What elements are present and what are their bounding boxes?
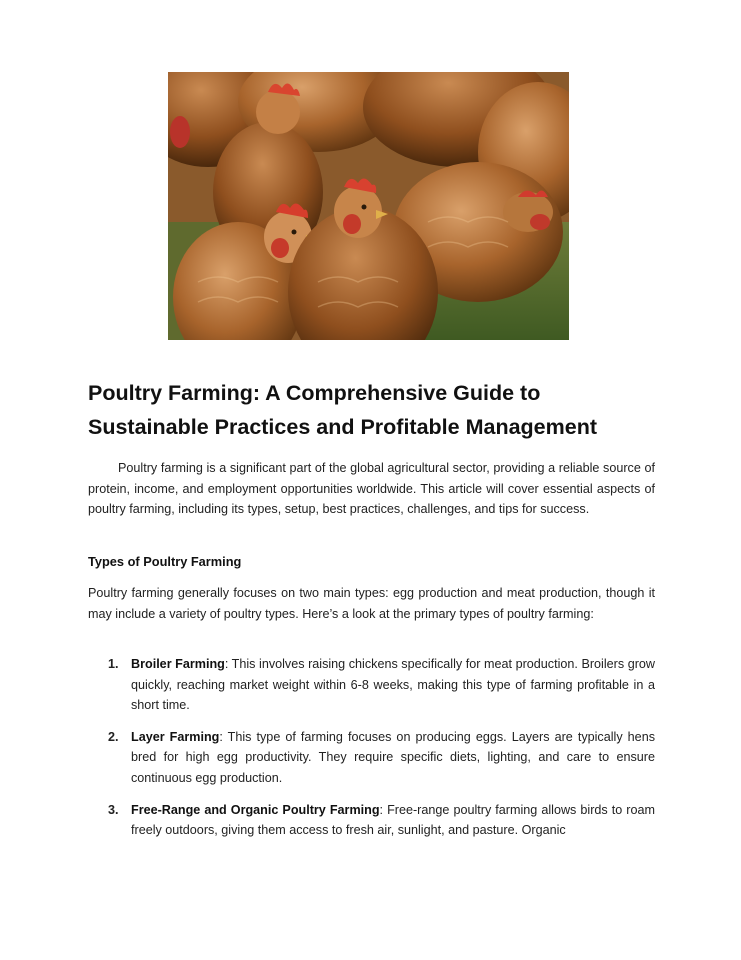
section-heading-types: Types of Poultry Farming	[88, 554, 242, 569]
list-item-number: 1.	[108, 657, 119, 671]
section-intro-types: Poultry farming generally focuses on two main types: egg production and meat production, though it may include a variety of poultry types. Here’s a look at the primary types of poultry farming:	[88, 586, 655, 621]
list-item-text: : Free-range poultry farming allows birds to roam freely outdoors, giving them access to fresh air, sunlight, and pasture. Organic	[131, 802, 655, 838]
list-item-number: 2.	[108, 729, 119, 744]
list-item	[88, 727, 655, 789]
article-intro: Poultry farming is a significant part of the global agricultural sector, providing a reliable source of protein, income, and employment opportunities worldwide. This article will cover essential aspects of poultry farming, including its types, setup, best practices, challenges, and tips for success.	[88, 461, 655, 517]
list-item-term: Layer Farming	[131, 729, 220, 744]
list-item-term: Free-Range and Organic Poultry Farming	[131, 802, 380, 817]
list-item	[88, 800, 655, 841]
types-list	[88, 654, 655, 852]
article-title: Poultry Farming: A Comprehensive Guide to Sustainable Practices and Profitable Management	[88, 381, 597, 439]
list-item-number: 3.	[108, 802, 119, 817]
hens-illustration	[168, 72, 569, 340]
list-item-text: : This type of farming focuses on producing eggs. Layers are typically hens bred for high egg productivity. They require specific diets, lighting, and care to ensure continuous egg production.	[131, 729, 655, 785]
list-item	[88, 654, 655, 716]
list-item-text: : This involves raising chickens specifically for meat production. Broilers grow quickly, reaching market weight within 6-8 weeks, making this type of farming profitable in a short time.	[131, 657, 655, 713]
hens-photo	[168, 72, 569, 340]
list-item-term: Broiler Farming	[131, 657, 225, 671]
